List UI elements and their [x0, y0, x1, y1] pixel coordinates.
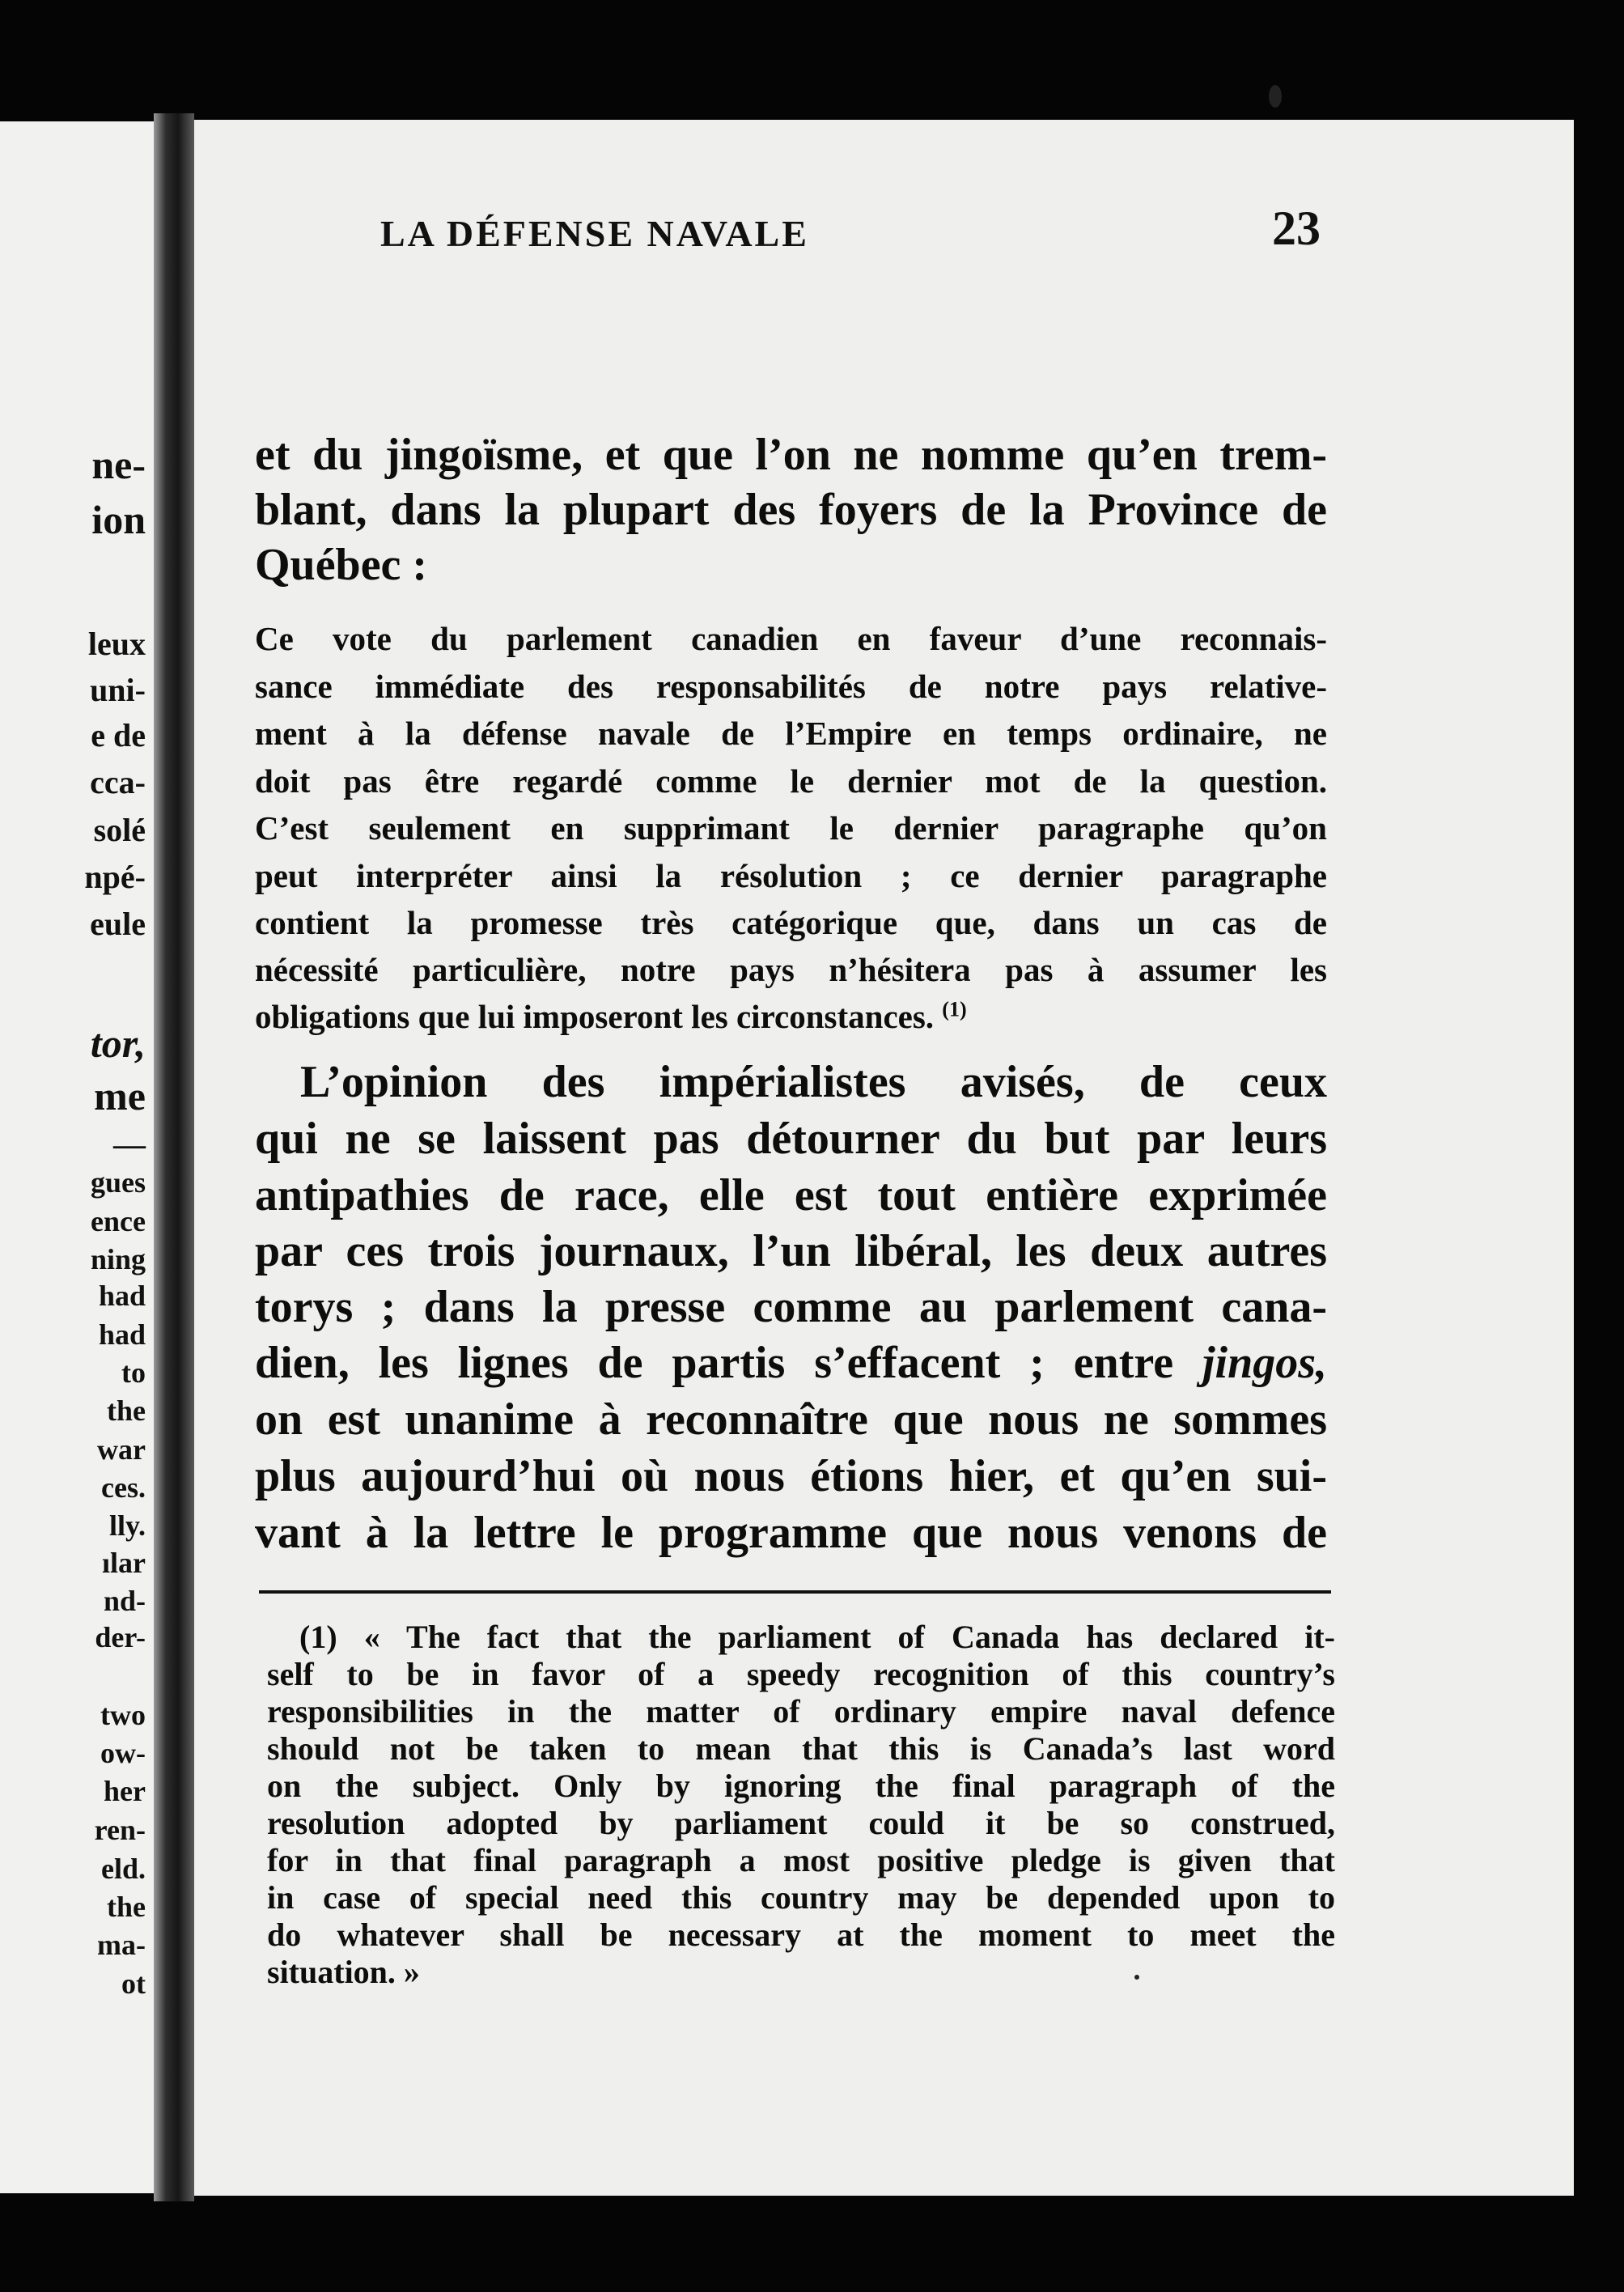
quote-line: doit pas être regardé comme le dernier mot de la question.	[255, 762, 1327, 800]
footnote-line: (1) « The fact that the parliament of Canada has declared it-	[299, 1619, 1335, 1655]
quote-line: Ce vote du parlement canadien en faveur d’une reconnais-	[255, 620, 1327, 657]
footnote-line: situation. »	[267, 1954, 420, 1990]
quote-line	[255, 997, 1327, 1036]
running-title: LA DÉFENSE NAVALE	[380, 213, 809, 254]
left-fragment: ow-	[100, 1737, 146, 1769]
left-fragment: ot	[121, 1967, 146, 2000]
quote-line: nécessité particulière, notre pays n’hésitera pas à assumer les	[255, 951, 1327, 988]
intro-line: et du jingoïsme, et que l’on ne nomme qu’en trem-	[255, 430, 1327, 480]
left-fragment: ning	[90, 1243, 146, 1275]
left-fragment: der-	[95, 1621, 146, 1653]
left-fragment: war	[97, 1433, 146, 1466]
left-fragment: uni-	[90, 672, 146, 708]
body-line-text: dien, les lignes de partis s’effacent ; entre	[255, 1338, 1174, 1388]
left-page	[0, 121, 154, 2193]
footnote-line: do whatever shall be necessary at the moment to meet the	[267, 1916, 1335, 1953]
left-fragment: her	[104, 1775, 146, 1807]
body-line: torys ; dans la presse comme au parlement cana-	[255, 1282, 1327, 1332]
left-fragment: the	[107, 1394, 146, 1427]
body-line: par ces trois journaux, l’un libéral, les deux autres	[255, 1226, 1327, 1276]
left-fragment: lly.	[108, 1509, 146, 1542]
left-fragment: solé	[93, 812, 146, 848]
quote-line: sance immédiate des responsabilités de notre pays relative-	[255, 668, 1327, 705]
body-line: on est unanime à reconnaître que nous ne sommes	[255, 1394, 1327, 1445]
body-line: antipathies de race, elle est tout entière exprimée	[255, 1170, 1327, 1220]
quote-line: peut interpréter ainsi la résolution ; ce dernier paragraphe	[255, 857, 1327, 894]
speck	[1269, 85, 1282, 108]
left-fragment: eule	[90, 906, 146, 942]
left-fragment: two	[100, 1699, 146, 1731]
left-fragment: ion	[91, 497, 146, 542]
left-fragment: ces.	[101, 1471, 146, 1504]
left-fragment: nd-	[103, 1585, 146, 1617]
left-fragment: leux	[87, 626, 146, 662]
footnote-line: should not be taken to mean that this is Canada’s last word	[267, 1730, 1335, 1767]
left-fragment: had	[98, 1280, 146, 1312]
quote-line: contient la promesse très catégorique que, dans un cas de	[255, 904, 1327, 941]
footnote-line: for in that final paragraph a most positive pledge is given that	[267, 1842, 1335, 1878]
footnote-ref: (1)	[942, 997, 967, 1021]
footnote-rule	[259, 1590, 1331, 1594]
left-fragment: had	[98, 1318, 146, 1351]
quote-line-text: obligations que lui imposeront les circonstances.	[255, 998, 935, 1035]
left-fragment: ence	[91, 1205, 146, 1237]
left-fragment: to	[121, 1356, 146, 1389]
footnote-line: resolution adopted by parliament could it be so construed,	[267, 1805, 1335, 1841]
speck	[1134, 1975, 1139, 1980]
quote-line: C’est seulement en supprimant le dernier paragraphe qu’on	[255, 809, 1327, 847]
intro-line: Québec :	[255, 540, 428, 590]
left-fragment: the	[107, 1891, 146, 1923]
left-fragment: e de	[91, 717, 146, 753]
left-fragment: gues	[90, 1166, 146, 1199]
footnote-line: in case of special need this country may be depended upon to	[267, 1879, 1335, 1916]
body-line: qui ne se laissent pas détourner du but par leurs	[255, 1114, 1327, 1164]
intro-line: blant, dans la plupart des foyers de la Province de	[255, 485, 1327, 535]
body-line: vant à la lettre le programme que nous venons de	[255, 1508, 1327, 1558]
left-fragment: ren-	[94, 1814, 146, 1846]
page-number: 23	[1272, 202, 1321, 255]
left-fragment: cca-	[90, 764, 146, 800]
left-fragment: me	[94, 1073, 146, 1118]
quote-line: ment à la défense navale de l’Empire en temps ordinaire, ne	[255, 715, 1327, 752]
left-fragment: ma-	[97, 1929, 146, 1961]
book-gutter	[154, 113, 194, 2201]
left-fragment: ne-	[91, 442, 146, 487]
body-line: L’opinion des impérialistes avisés, de ceux	[300, 1057, 1327, 1107]
footnote-line: on the subject. Only by ignoring the final paragraph of the	[267, 1768, 1335, 1804]
left-fragment: ılar	[102, 1547, 146, 1579]
left-fragment: npé-	[84, 859, 146, 895]
left-fragment: tor,	[90, 1021, 146, 1066]
footnote-line: self to be in favor of a speedy recognition of this country’s	[267, 1656, 1335, 1692]
body-line	[255, 1337, 1327, 1389]
body-line: plus aujourd’hui où nous étions hier, et qu’en sui-	[255, 1451, 1327, 1501]
left-fragment: eld.	[100, 1853, 146, 1885]
italic-word: jingos,	[1202, 1338, 1328, 1388]
footnote-line: responsibilities in the matter of ordinary empire naval defence	[267, 1693, 1335, 1730]
left-fragment: —	[113, 1126, 146, 1162]
